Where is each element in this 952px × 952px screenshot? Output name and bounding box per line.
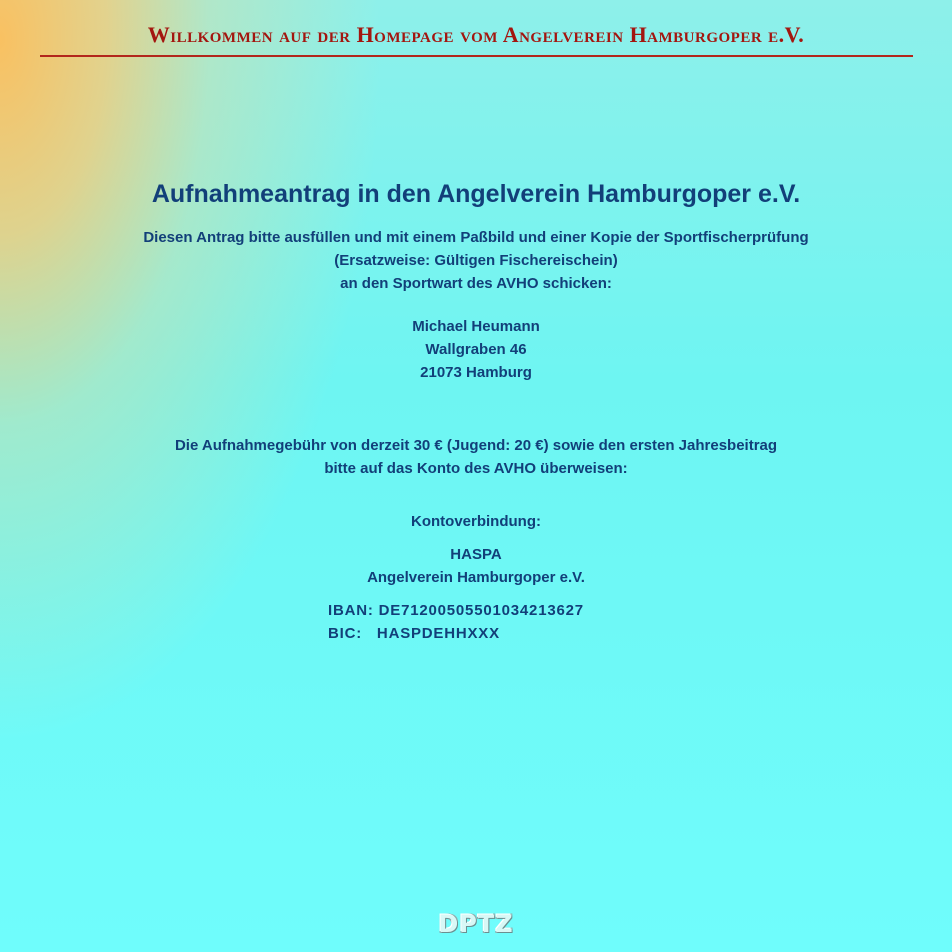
footer-logo[interactable]: DPTZ [438,910,514,938]
bic-text: BIC: HASPDEHHXXX [328,625,500,642]
account-holder: Angelverein Hamburgoper e.V. [367,569,585,586]
address-name: Michael Heumann [412,318,540,335]
fee-line-2: bitte auf das Konto des AVHO überweisen: [324,460,628,477]
bank-name: HASPA [450,546,502,563]
site-header-title: Willkommen auf der Homepage vom Angelverein Hamburgoper e.V. [147,22,805,47]
bank-heading: Kontoverbindung: [411,513,541,530]
iban-text: IBAN: DE71200505501034213627 [328,602,584,619]
address-city: 21073 Hamburg [420,364,532,381]
address-street: Wallgraben 46 [425,341,527,358]
instruction-line-2: (Ersatzweise: Gültigen Fischereischein) [334,252,618,269]
fee-line-1: Die Aufnahmegebühr von derzeit 30 € (Jugend: 20 €) sowie den ersten Jahresbeitrag [174,437,778,454]
instruction-line-1: Diesen Antrag bitte ausfüllen und mit einem Paßbild und einer Kopie der Sportfischerprüfung [143,229,809,246]
header-divider [40,55,913,57]
instruction-line-3: an den Sportwart des AVHO schicken: [340,275,612,292]
page-title: Aufnahmeantrag in den Angelverein Hamburgoper e.V. [151,180,801,208]
